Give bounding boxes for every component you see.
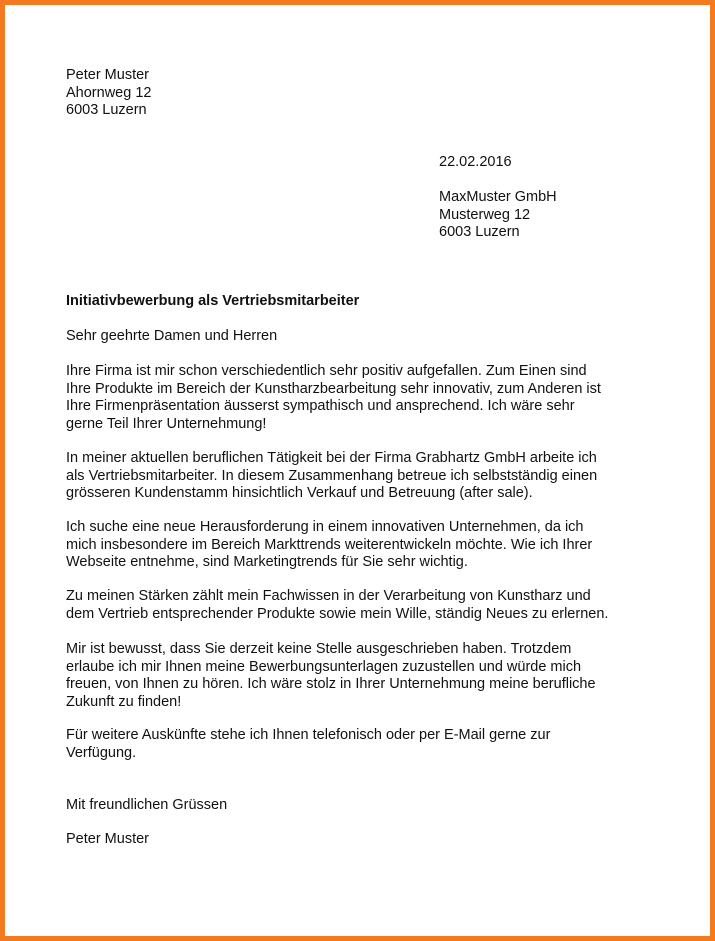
- paragraph-line: erlaube ich mir Ihnen meine Bewerbungsunterlagen zuzustellen und würde mich: [66, 658, 582, 675]
- paragraph-line: Ihre Firmenpräsentation äusserst sympathisch und ansprechend. Ich wäre sehr: [66, 398, 575, 414]
- paragraph-line: grösseren Kundenstamm hinsichtlich Verkauf und Betreuung (after sale).: [66, 485, 533, 501]
- recipient-address: [439, 189, 557, 242]
- paragraph-line: mich insbesondere im Bereich Markttrends weiterentwickeln möchte. Wie ich Ihrer: [66, 536, 593, 553]
- sender-street: Ahornweg 12: [66, 84, 152, 101]
- paragraph-line: Ich suche eine neue Herausforderung in einem innovativen Unternehmen, da ich: [66, 519, 584, 535]
- recipient-city: 6003 Luzern: [439, 224, 520, 240]
- body-paragraph: [66, 519, 592, 572]
- paragraph-line: Zukunft zu finden!: [66, 693, 182, 710]
- paragraph-line: dem Vertrieb entsprechender Produkte sowie mein Wille, ständig Neues zu erlernen.: [66, 605, 609, 622]
- letter-date: 22.02.2016: [439, 154, 512, 170]
- paragraph-line: gerne Teil Ihrer Unternehmung!: [66, 415, 267, 432]
- body-paragraph: [66, 588, 608, 623]
- paragraph-line: als Vertriebsmitarbeiter. In diesem Zusammenhang betreue ich selbstständig einen: [66, 467, 598, 484]
- recipient-street: Musterweg 12: [439, 206, 531, 223]
- body-paragraph: [66, 450, 597, 503]
- paragraph-line: In meiner aktuellen beruflichen Tätigkeit bei der Firma Grabhartz GmbH arbeite ich: [66, 450, 597, 466]
- recipient-company: MaxMuster GmbH: [439, 189, 557, 205]
- paragraph-line: Zu meinen Stärken zählt mein Fachwissen in der Verarbeitung von Kunstharz und: [66, 588, 591, 604]
- letter-subject: Initiativbewerbung als Vertriebsmitarbeiter: [66, 293, 360, 309]
- sender-address: [66, 67, 151, 120]
- paragraph-line: Ihre Produkte im Bereich der Kunstharzbearbeitung sehr innovativ, zum Anderen ist: [66, 380, 601, 397]
- body-paragraph: [66, 363, 601, 433]
- sender-name: Peter Muster: [66, 67, 149, 83]
- letter-closing: Mit freundlichen Grüssen: [66, 797, 228, 813]
- paragraph-line: Für weitere Auskünfte stehe ich Ihnen telefonisch oder per E-Mail gerne zur: [66, 727, 551, 743]
- paragraph-line: Ihre Firma ist mir schon verschiedentlich sehr positiv aufgefallen. Zum Einen sind: [66, 363, 587, 379]
- paragraph-line: freuen, von Ihnen zu hören. Ich wäre stolz in Ihrer Unternehmung meine berufliche: [66, 676, 596, 692]
- paragraph-line: Mir ist bewusst, dass Sie derzeit keine Stelle ausgeschrieben haben. Trotzdem: [66, 641, 572, 657]
- paragraph-line: Webseite entnehme, sind Marketingtrends für Sie sehr wichtig.: [66, 554, 468, 570]
- letter-signature: Peter Muster: [66, 831, 149, 847]
- paragraph-line: Verfügung.: [66, 744, 137, 761]
- body-paragraph: [66, 641, 596, 711]
- letter-salutation: Sehr geehrte Damen und Herren: [66, 328, 278, 344]
- body-paragraph: [66, 727, 550, 762]
- sender-city: 6003 Luzern: [66, 102, 147, 118]
